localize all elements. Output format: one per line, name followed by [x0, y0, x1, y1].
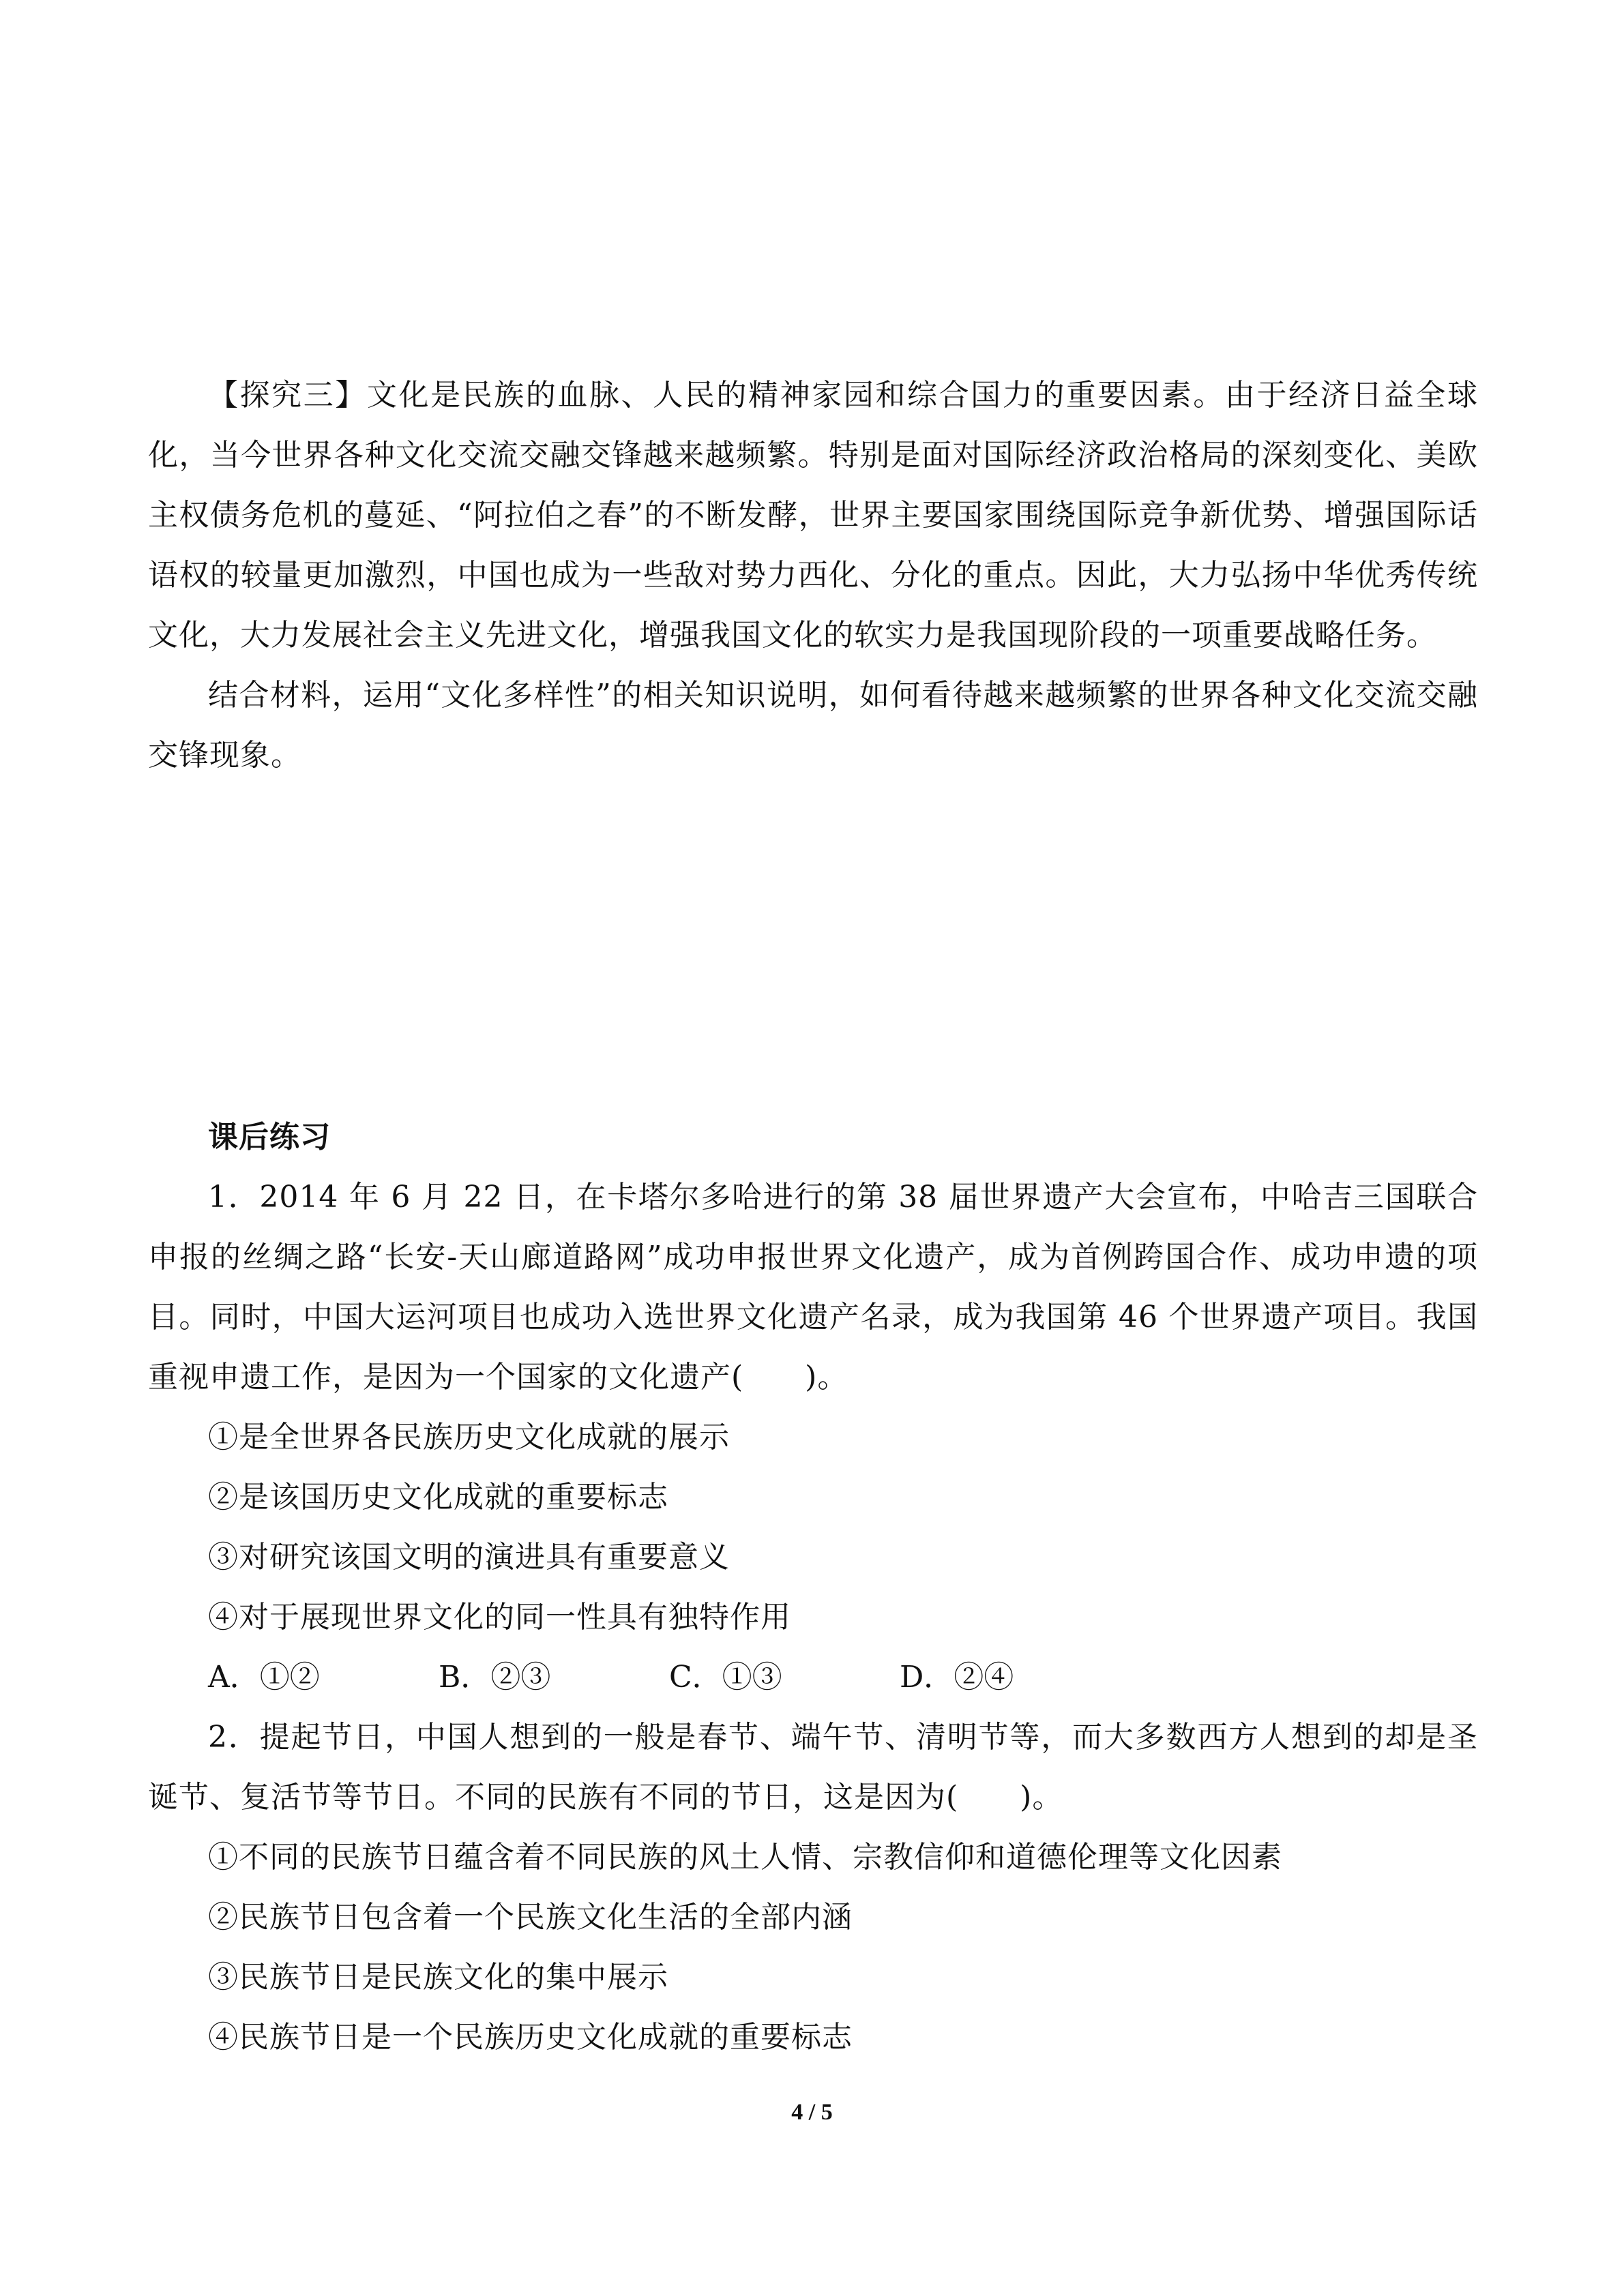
- option-a: A．①②: [208, 1660, 320, 1695]
- question-item: ④对于展现世界文化的同一性具有独特作用: [208, 1600, 791, 1635]
- question-2: [148, 1708, 1478, 2068]
- inquiry-section: [148, 366, 1478, 786]
- exercises-heading: 课后练习: [208, 1120, 331, 1154]
- question-stem: 1．2014 年 6 月 22 日，在卡塔尔多哈进行的第 38 届世界遗产大会宣布，中哈吉三国联合申报的丝绸之路“长安-天山廊道路网”成功申报世界文化遗产，成为首例跨国合作、成功申遗的项目。同时，中国大运河项目也成功入选世界文化遗产名录，成为我国第 46 个世界遗产项目。我国重视申遗工作，是因为一个国家的文化遗产( )。: [148, 1180, 1478, 1395]
- question-1: [148, 1167, 1478, 1708]
- question-item: ①是全世界各民族历史文化成就的展示: [208, 1420, 730, 1455]
- option-c: C．①③: [669, 1660, 782, 1695]
- inquiry-material-paragraph: 【探究三】文化是民族的血脉、人民的精神家园和综合国力的重要因素。由于经济日益全球化，当今世界各种文化交流交融交锋越来越频繁。特别是面对国际经济政治格局的深刻变化、美欧主权债务危机的蔓延、“阿拉伯之春”的不断发酵，世界主要国家围绕国际竞争新优势、增强国际话语权的较量更加激烈，中国也成为一些敌对势力西化、分化的重点。因此，大力弘扬中华优秀传统文化，大力发展社会主义先进文化，增强我国文化的软实力是我国现阶段的一项重要战略任务。: [148, 378, 1478, 653]
- answer-options: [148, 1648, 1478, 1708]
- question-item: ②是该国历史文化成就的重要标志: [208, 1480, 668, 1515]
- exercises-section: [148, 1107, 1478, 2068]
- option-b: B．②③: [439, 1660, 551, 1695]
- question-item: ②民族节日包含着一个民族文化生活的全部内涵: [208, 1900, 853, 1935]
- question-item: ④民族节日是一个民族历史文化成就的重要标志: [208, 2020, 853, 2055]
- question-item: ③对研究该国文明的演进具有重要意义: [208, 1540, 730, 1575]
- inquiry-question-paragraph: 结合材料，运用“文化多样性”的相关知识说明，如何看待越来越频繁的世界各种文化交流交融交锋现象。: [148, 678, 1478, 773]
- question-stem: 2．提起节日，中国人想到的一般是春节、端午节、清明节等，而大多数西方人想到的却是圣诞节、复活节等节日。不同的民族有不同的节日，这是因为( )。: [148, 1720, 1478, 1815]
- page-number: 4 / 5: [791, 2100, 833, 2125]
- option-d: D．②④: [900, 1660, 1014, 1695]
- question-item: ①不同的民族节日蕴含着不同民族的风土人情、宗教信仰和道德伦理等文化因素: [208, 1840, 1282, 1875]
- question-item: ③民族节日是民族文化的集中展示: [208, 1960, 668, 1995]
